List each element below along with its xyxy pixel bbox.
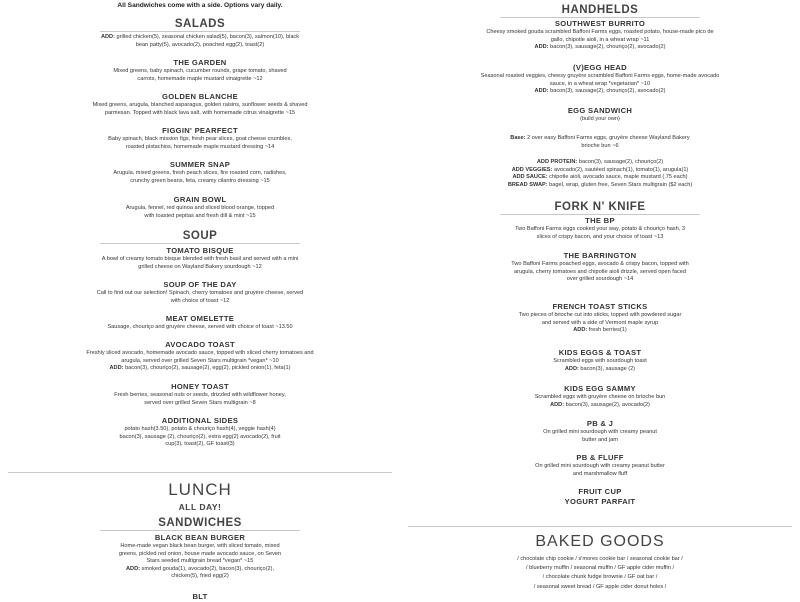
- add-label: ADD:: [534, 88, 549, 95]
- sauce-text: chipotle aioli, avocado sauce, maple mustard (.75 each): [549, 174, 688, 181]
- item-desc: potato hash(3.50), potato & chouriço hash(4), veggie hash(4) bacon(3), sausage (2), chouriço(2), extra egg(2) avocado(2), fruit cup(3), toast(2), GF toast(3): [119, 426, 281, 448]
- menu-item-kids-eggs-toast: [532, 348, 668, 373]
- veggies-text: avocado(2), sautéed spinach(1), tomato(1), arugula(1): [553, 166, 689, 173]
- item-name: GRAIN BOWL: [173, 195, 227, 204]
- item-name: SOUP OF THE DAY: [163, 280, 237, 289]
- item-name: BLT: [192, 592, 208, 601]
- baked-goods-line: / blueberry muffin / seasonal muffin / GF apple cider muffin /: [526, 565, 674, 572]
- item-desc: Two pieces of brioche cut into sticks, topped with powdered sugar and served with a side of Vermont maple syrup: [518, 312, 682, 326]
- add-text: smoked gouda(1), avocado(2), bacon(3), chouriço(2), chicken(5), fried egg(2): [141, 565, 274, 580]
- menu-item-tomato-bisque: [100, 246, 300, 271]
- item-name: AVOCADO TOAST: [165, 340, 235, 349]
- add-text: bacon(3), sausage(2), avocado(2): [565, 401, 650, 408]
- item-desc: Seasonal roasted veggies, cheesy gruyère scrambled Baffoni Farms eggs, home-made avocado sauce, in a wheat wrap *vegetarian* ~10: [480, 73, 720, 87]
- add-text: bacon(3), chouriço(2), sausage(2), egg(2), pickled onion(1), feta(1): [125, 365, 291, 372]
- item-name: YOGURT PARFAIT: [564, 497, 636, 506]
- egg-sandwich-base: [502, 135, 698, 150]
- add-text: bacon(3), sausage(2), chouriço(2), avocado(2): [550, 44, 666, 51]
- soup-rule: [100, 243, 300, 244]
- menu-item-fruit-cup: [520, 487, 680, 497]
- item-name: SUMMER SNAP: [169, 160, 231, 169]
- add-label: ADD:: [573, 327, 588, 334]
- fork-n-knife-rule: [500, 214, 700, 215]
- item-add: [514, 327, 686, 335]
- menu-item-kids-egg-sammy: [520, 384, 680, 409]
- item-add: [520, 402, 680, 410]
- menu-item-yogurt-parfait: [520, 497, 680, 507]
- add-label: ADD:: [564, 365, 579, 372]
- item-desc: Scrambled eggs with gruyère cheese on brioche bun: [534, 394, 666, 400]
- handhelds-rule: [500, 17, 700, 18]
- add-text: bacon(3), sausage (2): [580, 365, 636, 372]
- item-add: [112, 566, 288, 581]
- item-desc: Mixed greens, arugula, blanched asparagus, golden raisins, sunflower seeds & shaved parmesan. Topped with black lava salt, with homemade citrus vinaigrette ~15: [92, 102, 308, 116]
- item-name: PB & J: [586, 419, 614, 428]
- add-text: fresh berries(1): [588, 327, 627, 334]
- item-desc: (build your own): [580, 116, 620, 122]
- item-name: GOLDEN BLANCHE: [162, 92, 238, 101]
- item-add: [478, 88, 722, 96]
- salads-rule: [100, 31, 300, 32]
- item-desc: On grilled mini sourdough with creamy peanut butter and jam: [543, 429, 657, 443]
- menu-item-soup-of-the-day: [96, 280, 304, 305]
- protein-label: ADD PROTEIN:: [536, 159, 578, 165]
- item-add: [84, 365, 316, 373]
- item-desc: Call to find out our selection! Spinach, cherry tomatoes and gruyère cheese, served with choice of toast ~12: [96, 290, 304, 304]
- fork-n-knife-heading: FORK N' KNIFE: [554, 201, 646, 213]
- item-desc: Arugula, fennel, red quinoa and sliced blood orange, topped with toasted pepitas and fresh dill & mint ~15: [125, 205, 275, 219]
- add-label: ADD:: [550, 401, 565, 408]
- lunch-heading: LUNCH: [168, 480, 232, 499]
- item-add: [532, 366, 668, 374]
- menu-item-figgin-pearfect: [104, 126, 296, 151]
- menu-item-pb-fluff: [534, 453, 666, 478]
- menu-item-the-bp: [508, 216, 692, 241]
- item-name: KIDS EGG SAMMY: [564, 384, 636, 393]
- menu-item-the-barrington: [508, 251, 692, 284]
- baked-goods-list: [448, 555, 752, 592]
- baked-goods-line: / chocolate chip cookie / s'mores cookie bar / seasonal cookie bar /: [517, 556, 683, 562]
- menu-item-blt: [150, 592, 250, 602]
- menu-item-avocado-toast: [84, 340, 316, 373]
- baked-goods-top-rule: [408, 526, 792, 527]
- salads-heading: SALADS: [174, 18, 226, 30]
- item-name: FIGGIN' PEARFECT: [162, 126, 238, 135]
- item-name: HONEY TOAST: [171, 382, 229, 391]
- salads-add-text: grilled chicken(5), seasonal chicken salad(5), bacon(3), salmon(10), black bean patty(5), avocado(2), poached egg(2), toast(2): [116, 34, 300, 48]
- sandwiches-rule: [100, 530, 300, 531]
- item-name: SOUTHWEST BURRITO: [554, 19, 646, 28]
- item-desc: Freshly sliced avocado, homemade avocado sauce, topped with sliced cherry tomatoes and arugula, served over grilled Seven Stars multigrain *vegan* ~10: [86, 350, 314, 364]
- item-name: PB & FLUFF: [576, 453, 624, 462]
- item-desc: Arugula, mixed greens, fresh peach slices, fire roasted corn, radishes, crunchy green beans, feta, creamy cilantro dressing ~15: [113, 170, 287, 184]
- menu-item-egg-sandwich: [520, 106, 680, 124]
- menu-item-honey-toast: [112, 382, 288, 407]
- sides-note: All Sandwiches come with a side. Options vary daily.: [117, 2, 283, 9]
- base-label: Base:: [510, 135, 526, 141]
- lunch-subtitle: ALL DAY!: [178, 502, 222, 512]
- item-name: MEAT OMELETTE: [165, 314, 235, 323]
- menu-item-french-toast-sticks: [514, 302, 686, 335]
- bread-label: BREAD SWAP:: [507, 181, 548, 188]
- add-label: ADD:: [109, 365, 124, 372]
- menu-item-pb-j: [540, 419, 660, 444]
- bread-text: bagel, wrap, gluten free, Seven Stars multigrain ($2 each): [549, 181, 693, 188]
- item-name: TOMATO BISQUE: [166, 246, 234, 255]
- menu-item-meat-omelette: [100, 314, 300, 332]
- item-desc: Scrambled eggs with sourdough toast: [553, 358, 647, 364]
- item-desc: Fresh berries, seasonal nuts or seeds, drizzled with wildflower honey, served over grilled Seven Stars multigrain ~8: [114, 392, 286, 406]
- sandwiches-heading: SANDWICHES: [158, 517, 242, 529]
- add-text: bacon(3), sausage(2), chouriço(2), avocado(2): [550, 88, 666, 95]
- item-desc: Home-made vegan black bean burger, with sliced tomato, mixed greens, pickled red onion, house made avocado sauce, on Seven Stars seeded multigrain bread *vegan* ~15: [118, 543, 282, 565]
- menu-item-golden-blanche: [82, 92, 318, 117]
- item-name: (V)EGG HEAD: [573, 63, 627, 72]
- egg-sandwich-addons: [498, 159, 702, 189]
- item-desc: Cheesy smoked gouda scrambled Baffoni Farms eggs, roasted potato, house-made pico de gallo, chipotle aioli, in a wheat wrap ~11: [486, 29, 714, 43]
- menu-item-summer-snap: [110, 160, 290, 185]
- item-desc: Baby spinach, black mission figs, fresh pear slices, goat cheese crumbles, roasted pistachios, homemade maple mustard dressing ~14: [108, 136, 292, 150]
- menu-item-additional-sides: [112, 416, 288, 449]
- item-add: [480, 44, 720, 52]
- item-name: THE BARRINGTON: [563, 251, 637, 260]
- add-label: ADD:: [126, 565, 140, 572]
- item-desc: Mixed greens, baby spinach, cucumber rounds, grape tomato, shaved carrots, homemade maple mustard vinaigrette ~12: [113, 68, 287, 82]
- sauce-label: ADD SAUCE:: [512, 174, 548, 181]
- menu-item-the-garden: [112, 58, 288, 83]
- soup-heading: SOUP: [182, 230, 218, 242]
- handhelds-heading: HANDHELDS: [561, 4, 639, 16]
- baked-goods-heading: BAKED GOODS: [535, 533, 665, 550]
- item-name: FRUIT CUP: [578, 487, 622, 496]
- baked-goods-line: / chocolate chunk fudge brownie / GF oat bar /: [542, 574, 658, 581]
- item-name: THE GARDEN: [173, 58, 227, 67]
- item-name: ADDITIONAL SIDES: [161, 416, 239, 425]
- menu-item-grain-bowl: [124, 195, 276, 220]
- item-name: FRENCH TOAST STICKS: [552, 302, 648, 311]
- item-name: BLACK BEAN BURGER: [154, 533, 246, 542]
- veggies-label: ADD VEGGIES:: [511, 166, 553, 173]
- menu-item-black-bean-burger: [112, 533, 288, 581]
- item-name: KIDS EGGS & TOAST: [558, 348, 642, 357]
- item-desc: A bowl of creamy tomato bisque blended with fresh basil and served with a mini grilled cheese on Wayland Bakery sourdough ~12: [101, 256, 299, 270]
- menu-item-vegg-head: [478, 63, 722, 96]
- lunch-top-rule: [8, 472, 392, 473]
- menu-item-southwest-burrito: [480, 19, 720, 52]
- item-desc: On grilled mini sourdough with creamy peanut butter and marshmallow fluff: [535, 463, 665, 477]
- item-desc: Two Baffoni Farms eggs cooked your way, potato & chouriço hash, 3 slices of crispy bacon, and your choice of toast ~13: [515, 226, 685, 240]
- base-text: 2 over easy Baffoni Farms eggs, gruyère cheese Wayland Bakery brioche bun ~6: [527, 135, 690, 149]
- item-desc: Sausage, chouriço and gruyère cheese, served with choice of toast ~13.50: [107, 324, 293, 330]
- protein-text: bacon(3), sausage(2), chouriço(2): [578, 159, 664, 165]
- item-desc: Two Baffoni Farms poached eggs, avocado & crispy bacon, topped with arugula, cherry tomatoes and chipotle aioli drizzle, served open faced over grilled sourdough ~14: [511, 261, 689, 283]
- item-name: EGG SANDWICH: [567, 106, 633, 115]
- baked-goods-line: / seasonal sweet bread / GF apple cider donut holes /: [533, 583, 667, 590]
- item-name: THE BP: [585, 216, 615, 225]
- add-label: ADD:: [534, 44, 549, 51]
- salads-add-line: [100, 34, 300, 49]
- salads-add-label: ADD:: [100, 34, 115, 40]
